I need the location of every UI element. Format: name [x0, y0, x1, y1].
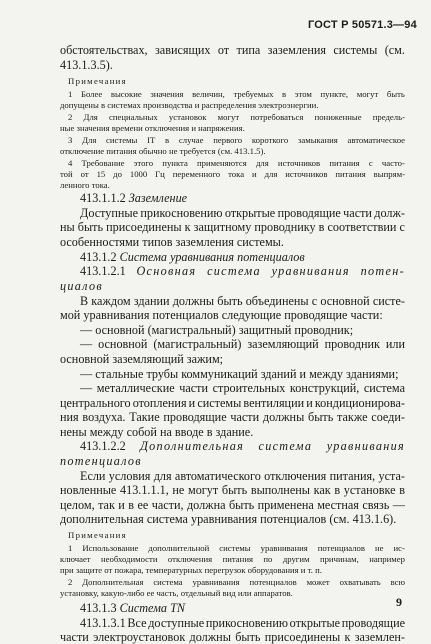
text-line: той от 15 до 1000 Гц переменного тока и для источников питания выпрям-: [60, 169, 405, 179]
text-line: 413.1.3.5).: [60, 58, 113, 72]
standard-header: ГОСТ Р 50571.3—94: [308, 19, 417, 31]
text-line: 1 Использование дополнительной системы уравнивания потенциалов не ис-: [68, 543, 405, 553]
text-line: допущены в системах производства и распределения электроэнергии.: [60, 100, 319, 110]
text-line: 413.1.3 Система TN: [80, 601, 185, 615]
text-line: — основной (магистральный) заземляющий проводник или: [80, 337, 405, 351]
text-line: обстоятельствах, зависящих от типа заземления системы (см.: [60, 43, 405, 57]
text-line: Примечания: [68, 76, 127, 86]
text-line: при защите от пожара, температурных перегрузок оборудования и т. п.: [60, 565, 322, 575]
text-line: установку, какую-либо ее часть, отдельный вид или аппаратов.: [60, 588, 293, 598]
text-line: 413.1.1.2 Заземление: [80, 191, 188, 205]
text-line: циалов: [60, 279, 103, 293]
text-line: основной заземляющий зажим;: [60, 352, 224, 366]
text-line: центрального отопления и системы вентиляции и кондиционирова-: [60, 396, 405, 410]
text-line: ны быть присоединены к защитному проводнику в соответствии с: [60, 220, 405, 234]
text-line: — металлические части строительных конструкций, система: [80, 381, 405, 395]
text-line: В каждом здании должны быть объединены с основной систе-: [80, 294, 405, 308]
text-line: особенностями типов заземления системы.: [60, 235, 284, 249]
text-line: 2 Для специальных установок могут потребоваться пониженные предель-: [68, 112, 405, 122]
text-line: 2 Дополнительная система уравнивания потенциалов может охватывать всю: [68, 577, 405, 587]
text-line: 1 Более высокие значения величин, требуемых в этом пункте, могут быть: [68, 89, 405, 99]
text-line: новленные 413.1.1.1, не могут быть выполнены как в установке в: [60, 483, 405, 497]
text-line: ния воздуха. Такие проводящие части должны быть также соеди-: [60, 410, 405, 424]
text-line: Если условия для автоматического отключения питания, уста-: [80, 469, 405, 483]
text-line: нены между собой на вводе в здание.: [60, 425, 254, 439]
text-line: отключение питания обычно не требуется (см. 413.1.5).: [60, 146, 266, 156]
text-line: целом, так и в ее части, должна быть применена местная связь —: [60, 498, 405, 512]
text-line: 413.1.3.1 Все доступные прикосновению открытые проводящие: [80, 616, 405, 630]
text-line: 413.1.2.1 Основная система уравнивания потен-: [80, 264, 405, 278]
text-line: ключает необходимости отключения питания по другим причинам, например: [60, 554, 405, 564]
text-line: Примечания: [68, 530, 127, 540]
text-line: дополнительная система уравнивания потенциалов (см. 413.1.6).: [60, 512, 397, 526]
text-line: Доступные прикосновению открытые проводящие части долж-: [80, 206, 405, 220]
text-line: 413.1.2 Система уравнивания потенциалов: [80, 250, 305, 264]
text-line: ленного тока.: [60, 180, 110, 190]
page-number: 9: [396, 595, 402, 609]
text-line: 413.1.2.2 Дополнительная система уравнивания: [80, 439, 405, 453]
text-line: мой уравнивания потенциалов следующие проводящие части:: [60, 308, 383, 322]
text-line: ные значения времени отключения и напряжения.: [60, 123, 245, 133]
text-line: части электроустановок должны быть присоединены к заземлен-: [60, 630, 405, 644]
text-line: 3 Для системы IT в случае первого короткого замыкания автоматическое: [68, 135, 405, 145]
text-line: потенциалов: [60, 454, 142, 468]
text-line: — стальные трубы коммуникаций зданий и между зданиями;: [80, 367, 399, 381]
text-line: 4 Требование этого пункта применяются для источников питания с часто-: [68, 158, 405, 168]
text-line: — основной (магистральный) защитный проводник;: [80, 323, 354, 337]
